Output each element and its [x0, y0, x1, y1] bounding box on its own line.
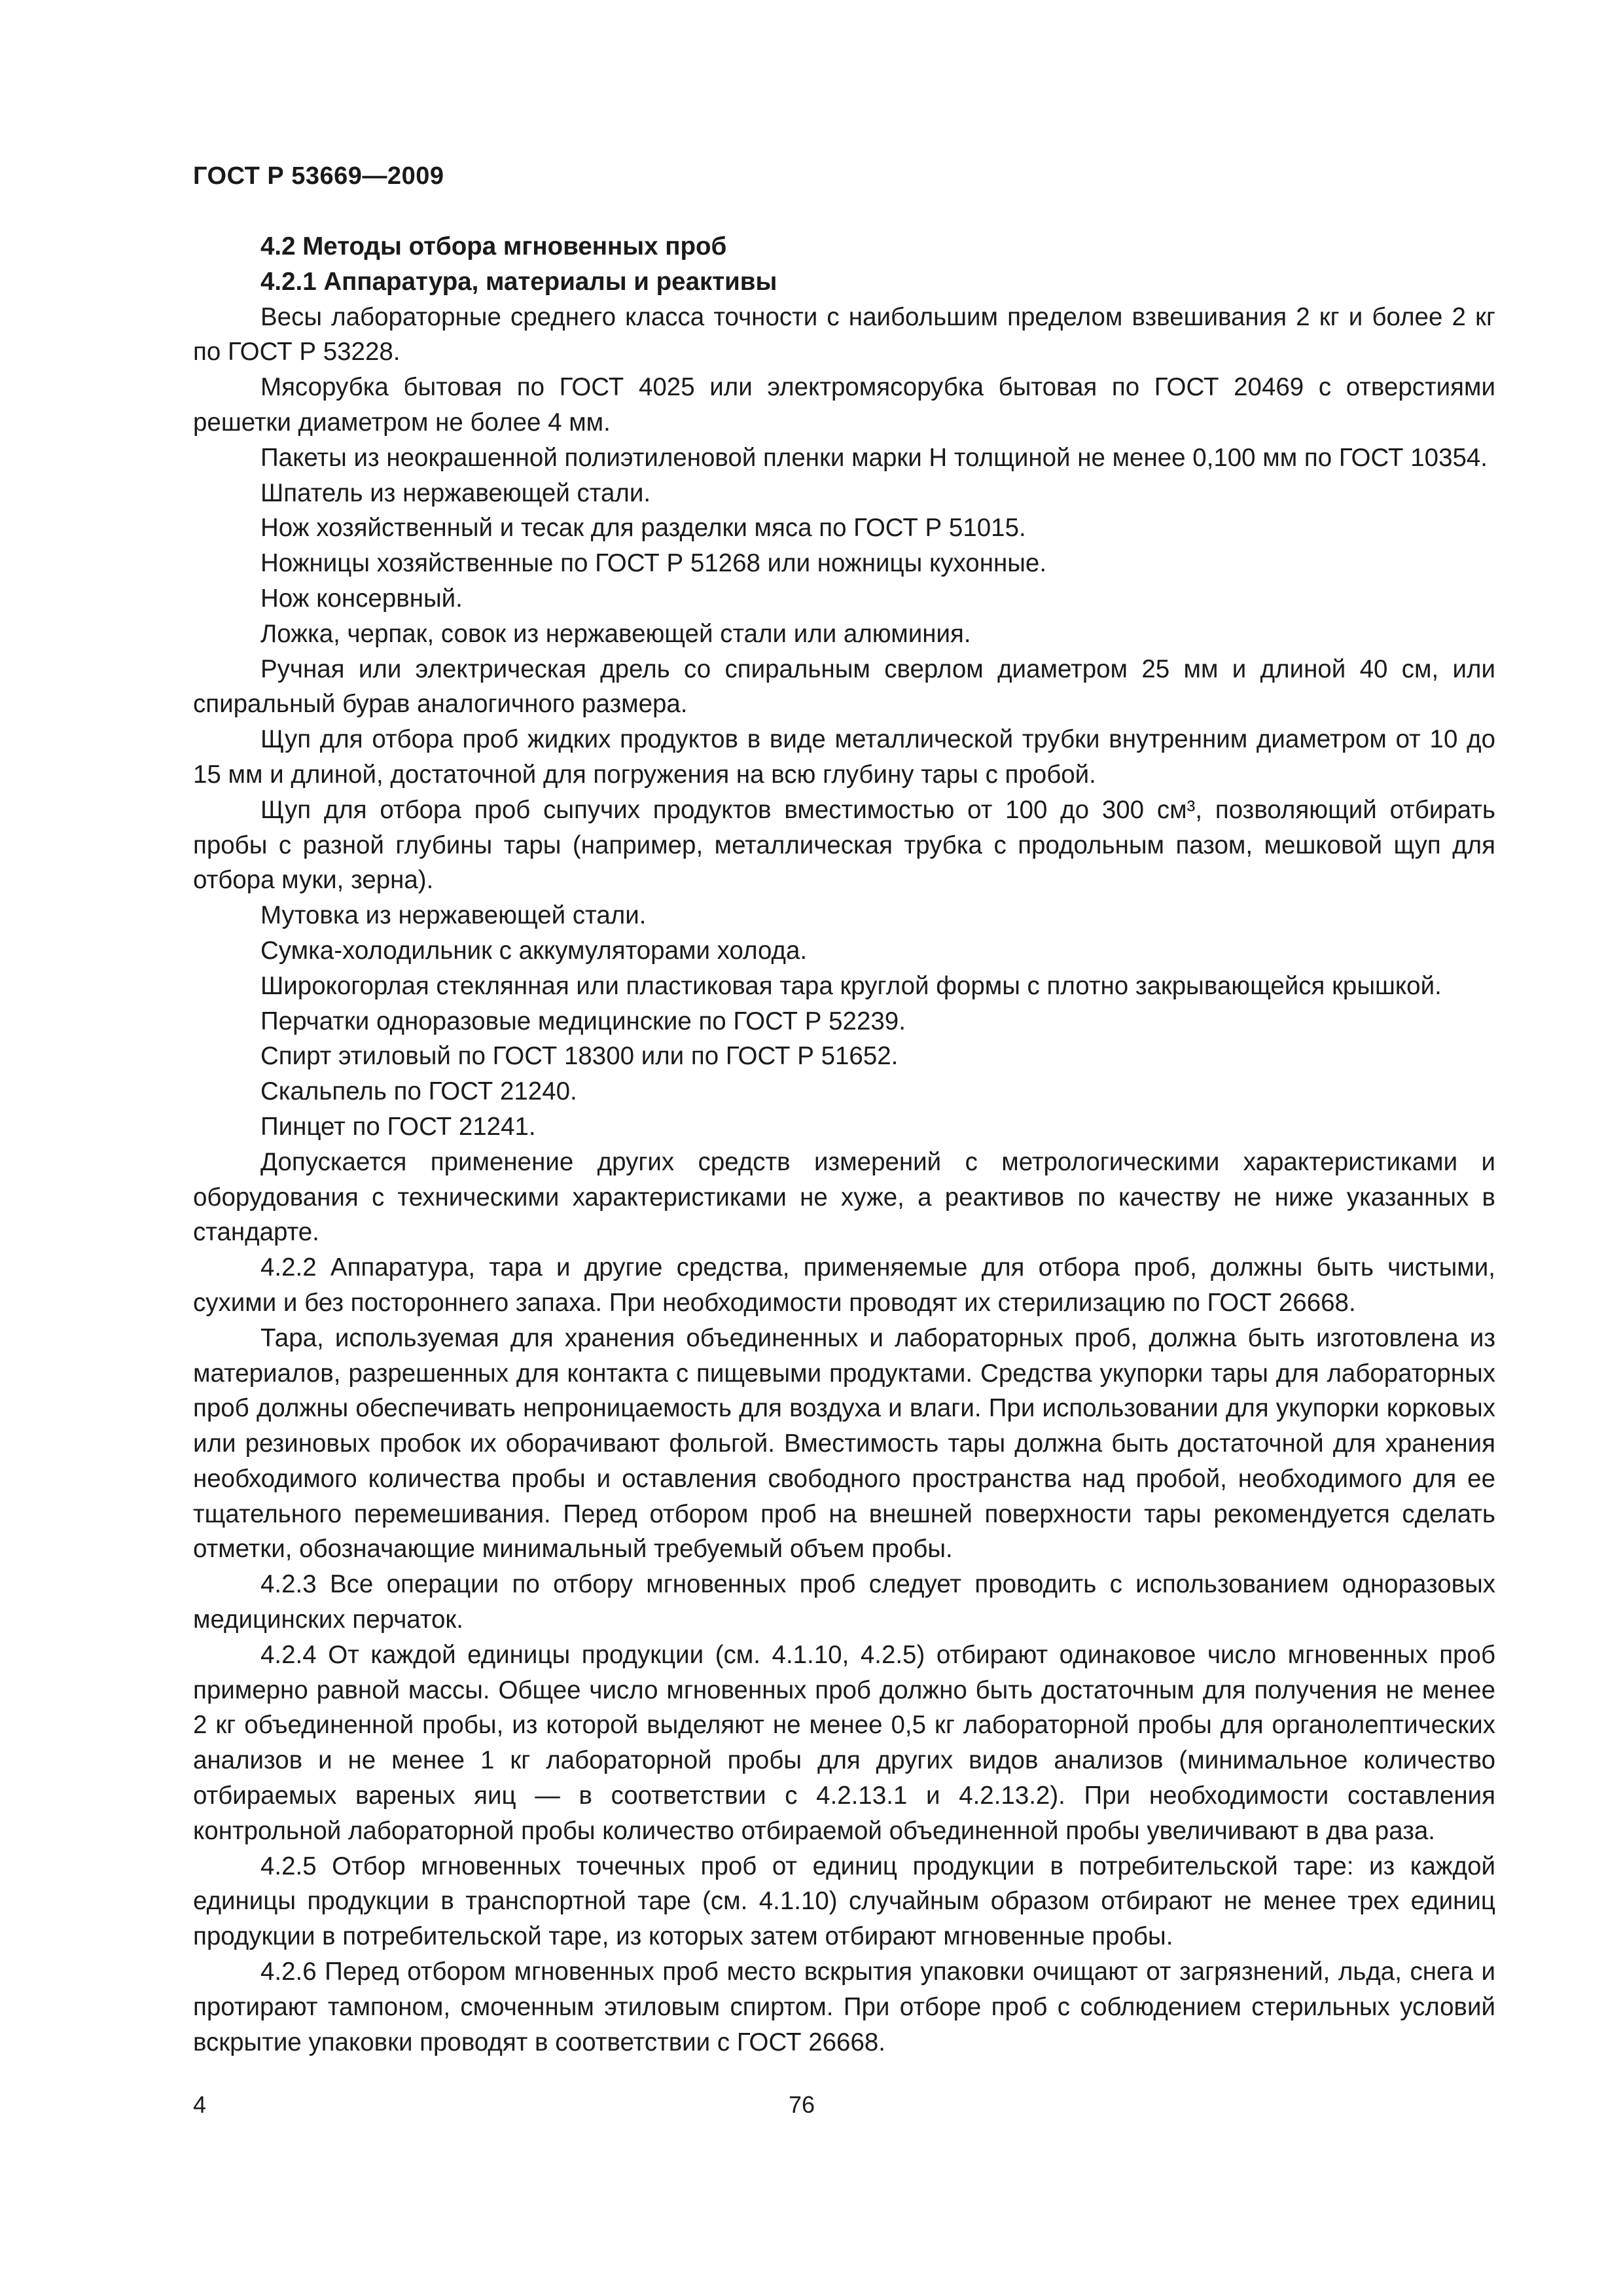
- paragraph: 4.2.6 Перед отбором мгновенных проб место вскрытия упаковки очищают от загрязнений, льда, снега и протирают тампоном, смоченным этиловым спиртом. При отборе проб с соблюдением стерильных условий вскрытие упаковки проводят в соответствии с ГОСТ 26668.: [193, 1958, 1495, 2056]
- page-number: 4: [193, 2091, 207, 2118]
- paragraph: Весы лабораторные среднего класса точности с наибольшим пределом взвешивания 2 кг и более 2 кг по ГОСТ Р 53228.: [193, 302, 1495, 367]
- paragraph: 4.2.3 Все операции по отбору мгновенных проб следует проводить с использованием одноразовых медицинских перчаток.: [193, 1570, 1495, 1634]
- paragraph: Пинцет по ГОСТ 21241.: [260, 1112, 536, 1141]
- paragraph: Мясорубка бытовая по ГОСТ 4025 или электромясорубка бытовая по ГОСТ 20469 с отверстиями решетки диаметром не более 4 мм.: [193, 373, 1495, 437]
- paragraph: Мутовка из нержавеющей стали.: [260, 901, 647, 930]
- paragraph: Ручная или электрическая дрель со спиральным сверлом диаметром 25 мм и длиной 40 см, или спиральный бурав аналогичного размера.: [193, 655, 1495, 719]
- document-body: [193, 229, 1495, 2060]
- document-header: ГОСТ Р 53669—2009: [193, 162, 444, 190]
- paragraph: Щуп для отбора проб жидких продуктов в виде металлической трубки внутренним диаметром от 10 до 15 мм и длиной, достаточной для погружения на всю глубину тары с пробой.: [193, 725, 1495, 789]
- section-heading: 4.2 Методы отбора мгновенных проб: [260, 232, 727, 260]
- paragraph: Перчатки одноразовые медицинские по ГОСТ Р 52239.: [260, 1007, 906, 1035]
- paragraph: Нож консервный.: [260, 584, 463, 613]
- paragraph: 4.2.4 От каждой единицы продукции (см. 4.1.10, 4.2.5) отбирают одинаковое число мгновенных проб примерно равной массы. Общее число мгновенных проб должно быть достаточным для получения не менее 2 кг объединенной пробы, из которой выделяют не менее 0,5 кг лабораторной пробы для органолептических анализов и не менее 1 кг лабораторной пробы для других видов анализов (минимальное количество отбираемых вареных яиц — в соответствии с 4.2.13.1 и 4.2.13.2). При необходимости составления контрольной лабораторной пробы количество отбираемой объединенной пробы увеличивают в два раза.: [193, 1640, 1495, 1845]
- paragraph: Пакеты из неокрашенной полиэтиленовой пленки марки Н толщиной не менее 0,100 мм по ГОСТ 10354.: [260, 443, 1488, 472]
- paragraph: Ножницы хозяйственные по ГОСТ Р 51268 или ножницы кухонные.: [260, 549, 1047, 578]
- subsection-heading: 4.2.1 Аппаратура, материалы и реактивы: [260, 267, 777, 296]
- paragraph: Нож хозяйственный и тесак для разделки мяса по ГОСТ Р 51015.: [260, 514, 1026, 543]
- paragraph: Щуп для отбора проб сыпучих продуктов вместимостью от 100 до 300 см³, позволяющий отбирать пробы с разной глубины тары (например, металлическая трубка с продольным пазом, мешковой щуп для отбора муки, зерна).: [193, 795, 1495, 895]
- paragraph: Допускается применение других средств измерений с метрологическими характеристиками и оборудования с техническими характеристиками не хуже, а реактивов по качеству не ниже указанных в стандарте.: [193, 1147, 1495, 1247]
- paragraph: 4.2.2 Аппаратура, тара и другие средства, применяемые для отбора проб, должны быть чистыми, сухими и без постороннего запаха. При необходимости проводят их стерилизацию по ГОСТ 26668.: [193, 1253, 1495, 1317]
- paragraph: Спирт этиловый по ГОСТ 18300 или по ГОСТ Р 51652.: [260, 1042, 899, 1071]
- paragraph: Шпатель из нержавеющей стали.: [260, 478, 651, 507]
- paragraph: 4.2.5 Отбор мгновенных точечных проб от единиц продукции в потребительской таре: из каждой единицы продукции в транспортной таре (см. 4.1.10) случайным образом отбирают не менее трех единиц продукции в потребительской таре, из которых затем отбирают мгновенные пробы.: [193, 1852, 1495, 1951]
- document-page-counter: 76: [789, 2091, 815, 2118]
- paragraph: Широкогорлая стеклянная или пластиковая тара круглой формы с плотно закрывающейся крышкой.: [260, 971, 1442, 1000]
- paragraph: Ложка, черпак, совок из нержавеющей стали или алюминия.: [260, 619, 971, 648]
- paragraph: Тара, используемая для хранения объединенных и лабораторных проб, должна быть изготовлена из материалов, разрешенных для контакта с пищевыми продуктами. Средства укупорки тары для лабораторных проб должны обеспечивать непроницаемость для воздуха и влаги. При использовании для укупорки корковых или резиновых пробок их оборачивают фольгой. Вместимость тары должна быть достаточной для хранения необходимого количества пробы и оставления свободного пространства над пробой, необходимого для ее тщательного перемешивания. Перед отбором проб на внешней поверхности тары рекомендуется сделать отметки, обозначающие минимальный требуемый объем пробы.: [193, 1323, 1495, 1564]
- paragraph: Скальпель по ГОСТ 21240.: [260, 1077, 577, 1106]
- paragraph: Сумка-холодильник с аккумуляторами холода.: [260, 936, 808, 965]
